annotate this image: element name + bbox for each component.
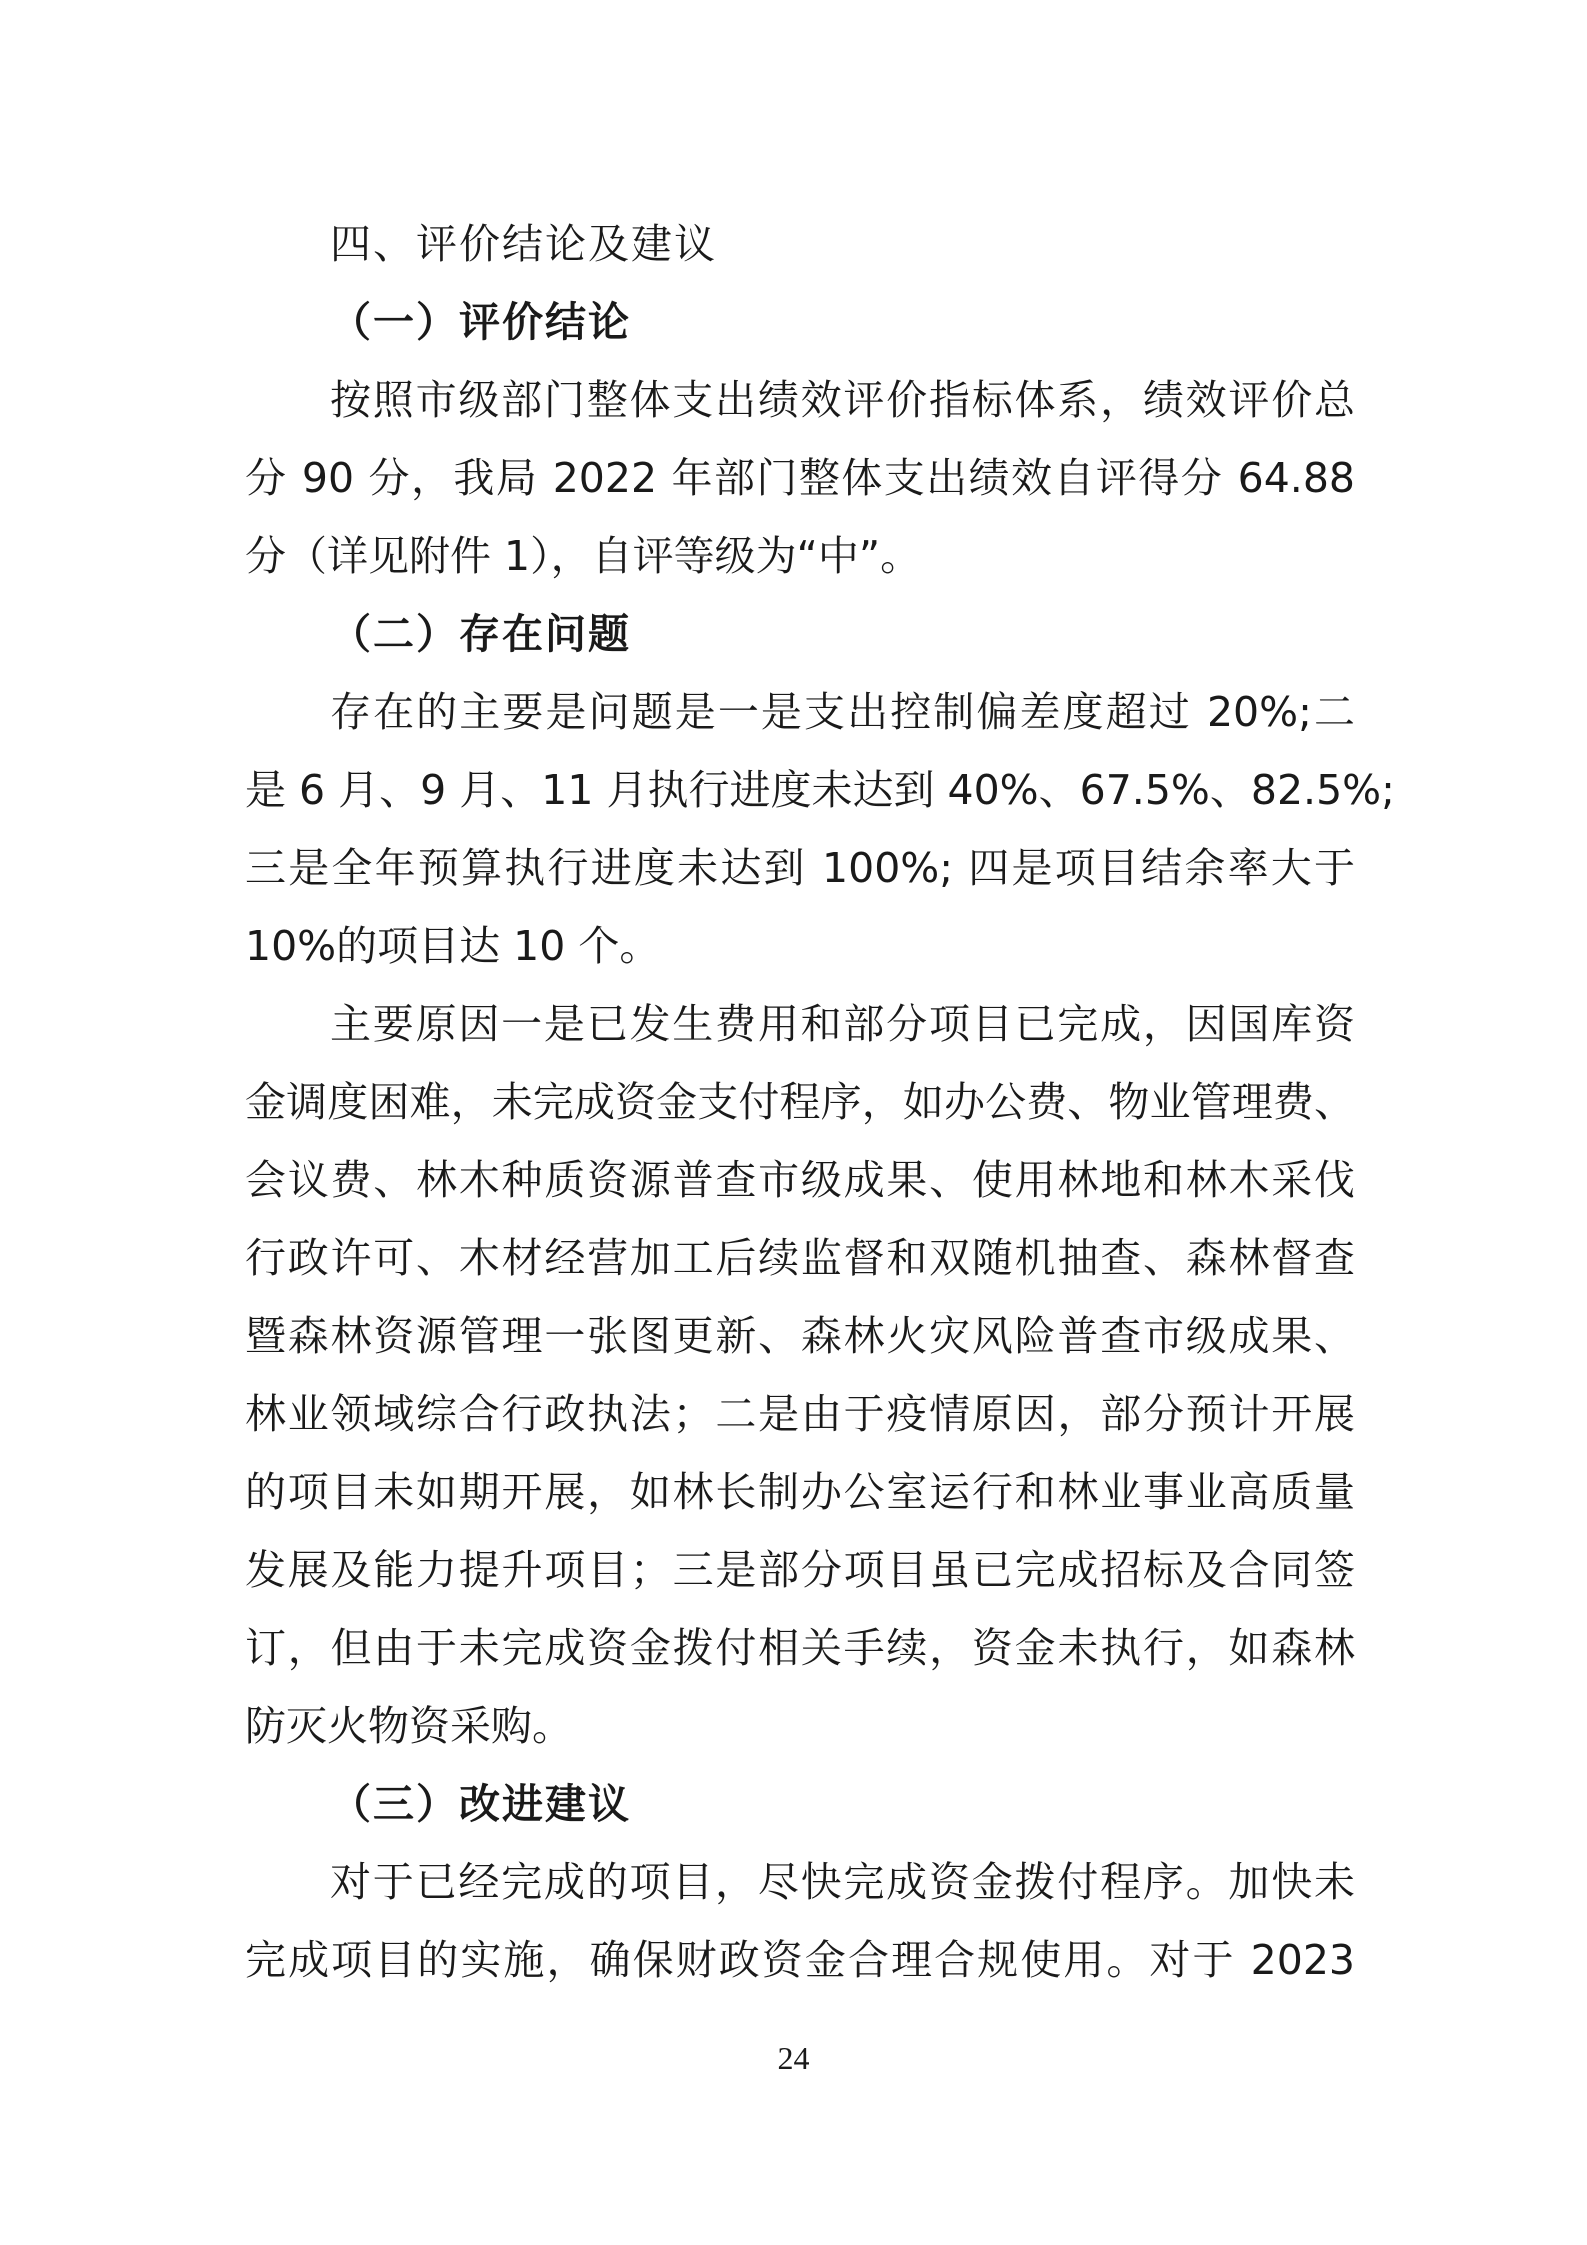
paragraph-line: 对于已经完成的项目，尽快完成资金拨付程序。加快未 xyxy=(330,1858,1355,1906)
paragraph-line: 发展及能力提升项目；三是部分项目虽已完成招标及合同签 xyxy=(245,1546,1355,1594)
paragraph-line: 按照市级部门整体支出绩效评价指标体系，绩效评价总 xyxy=(330,376,1355,424)
subsection-heading-suggestions: （三）改进建议 xyxy=(330,1780,631,1828)
section-heading: 四、评价结论及建议 xyxy=(330,220,717,268)
paragraph-line: 三是全年预算执行进度未达到 100%; 四是项目结余率大于 xyxy=(245,844,1355,892)
page-number: 24 xyxy=(777,2040,810,2076)
subsection-heading-conclusion: （一）评价结论 xyxy=(330,298,631,346)
paragraph-line: 分 90 分，我局 2022 年部门整体支出绩效自评得分 64.88 xyxy=(245,454,1355,502)
paragraph-line: 10%的项目达 10 个。 xyxy=(245,922,661,970)
paragraph-line: 金调度困难，未完成资金支付程序，如办公费、物业管理费、 xyxy=(245,1078,1355,1126)
paragraph-line: 暨森林资源管理一张图更新、森林火灾风险普查市级成果、 xyxy=(245,1312,1355,1360)
subsection-heading-problems: （二）存在问题 xyxy=(330,610,631,658)
paragraph-line: 行政许可、木材经营加工后续监督和双随机抽查、森林督查 xyxy=(245,1234,1355,1282)
paragraph-line: 会议费、林木种质资源普查市级成果、使用林地和林木采伐 xyxy=(245,1156,1355,1204)
paragraph-line: 是 6 月、9 月、11 月执行进度未达到 40%、67.5%、82.5%; xyxy=(245,766,1395,814)
paragraph-line: 的项目未如期开展，如林长制办公室运行和林业事业高质量 xyxy=(245,1468,1355,1516)
paragraph-line: 订，但由于未完成资金拨付相关手续，资金未执行，如森林 xyxy=(245,1624,1355,1672)
paragraph-line: 完成项目的实施，确保财政资金合理合规使用。对于 2023 xyxy=(245,1936,1355,1984)
paragraph-line: 防灭火物资采购。 xyxy=(245,1702,573,1750)
paragraph-line: 存在的主要是问题是一是支出控制偏差度超过 20%;二 xyxy=(330,688,1355,736)
paragraph-line: 分（详见附件 1），自评等级为“中”。 xyxy=(245,532,922,580)
paragraph-line: 主要原因一是已发生费用和部分项目已完成，因国库资 xyxy=(330,1000,1355,1048)
paragraph-line: 林业领域综合行政执法；二是由于疫情原因，部分预计开展 xyxy=(245,1390,1355,1438)
